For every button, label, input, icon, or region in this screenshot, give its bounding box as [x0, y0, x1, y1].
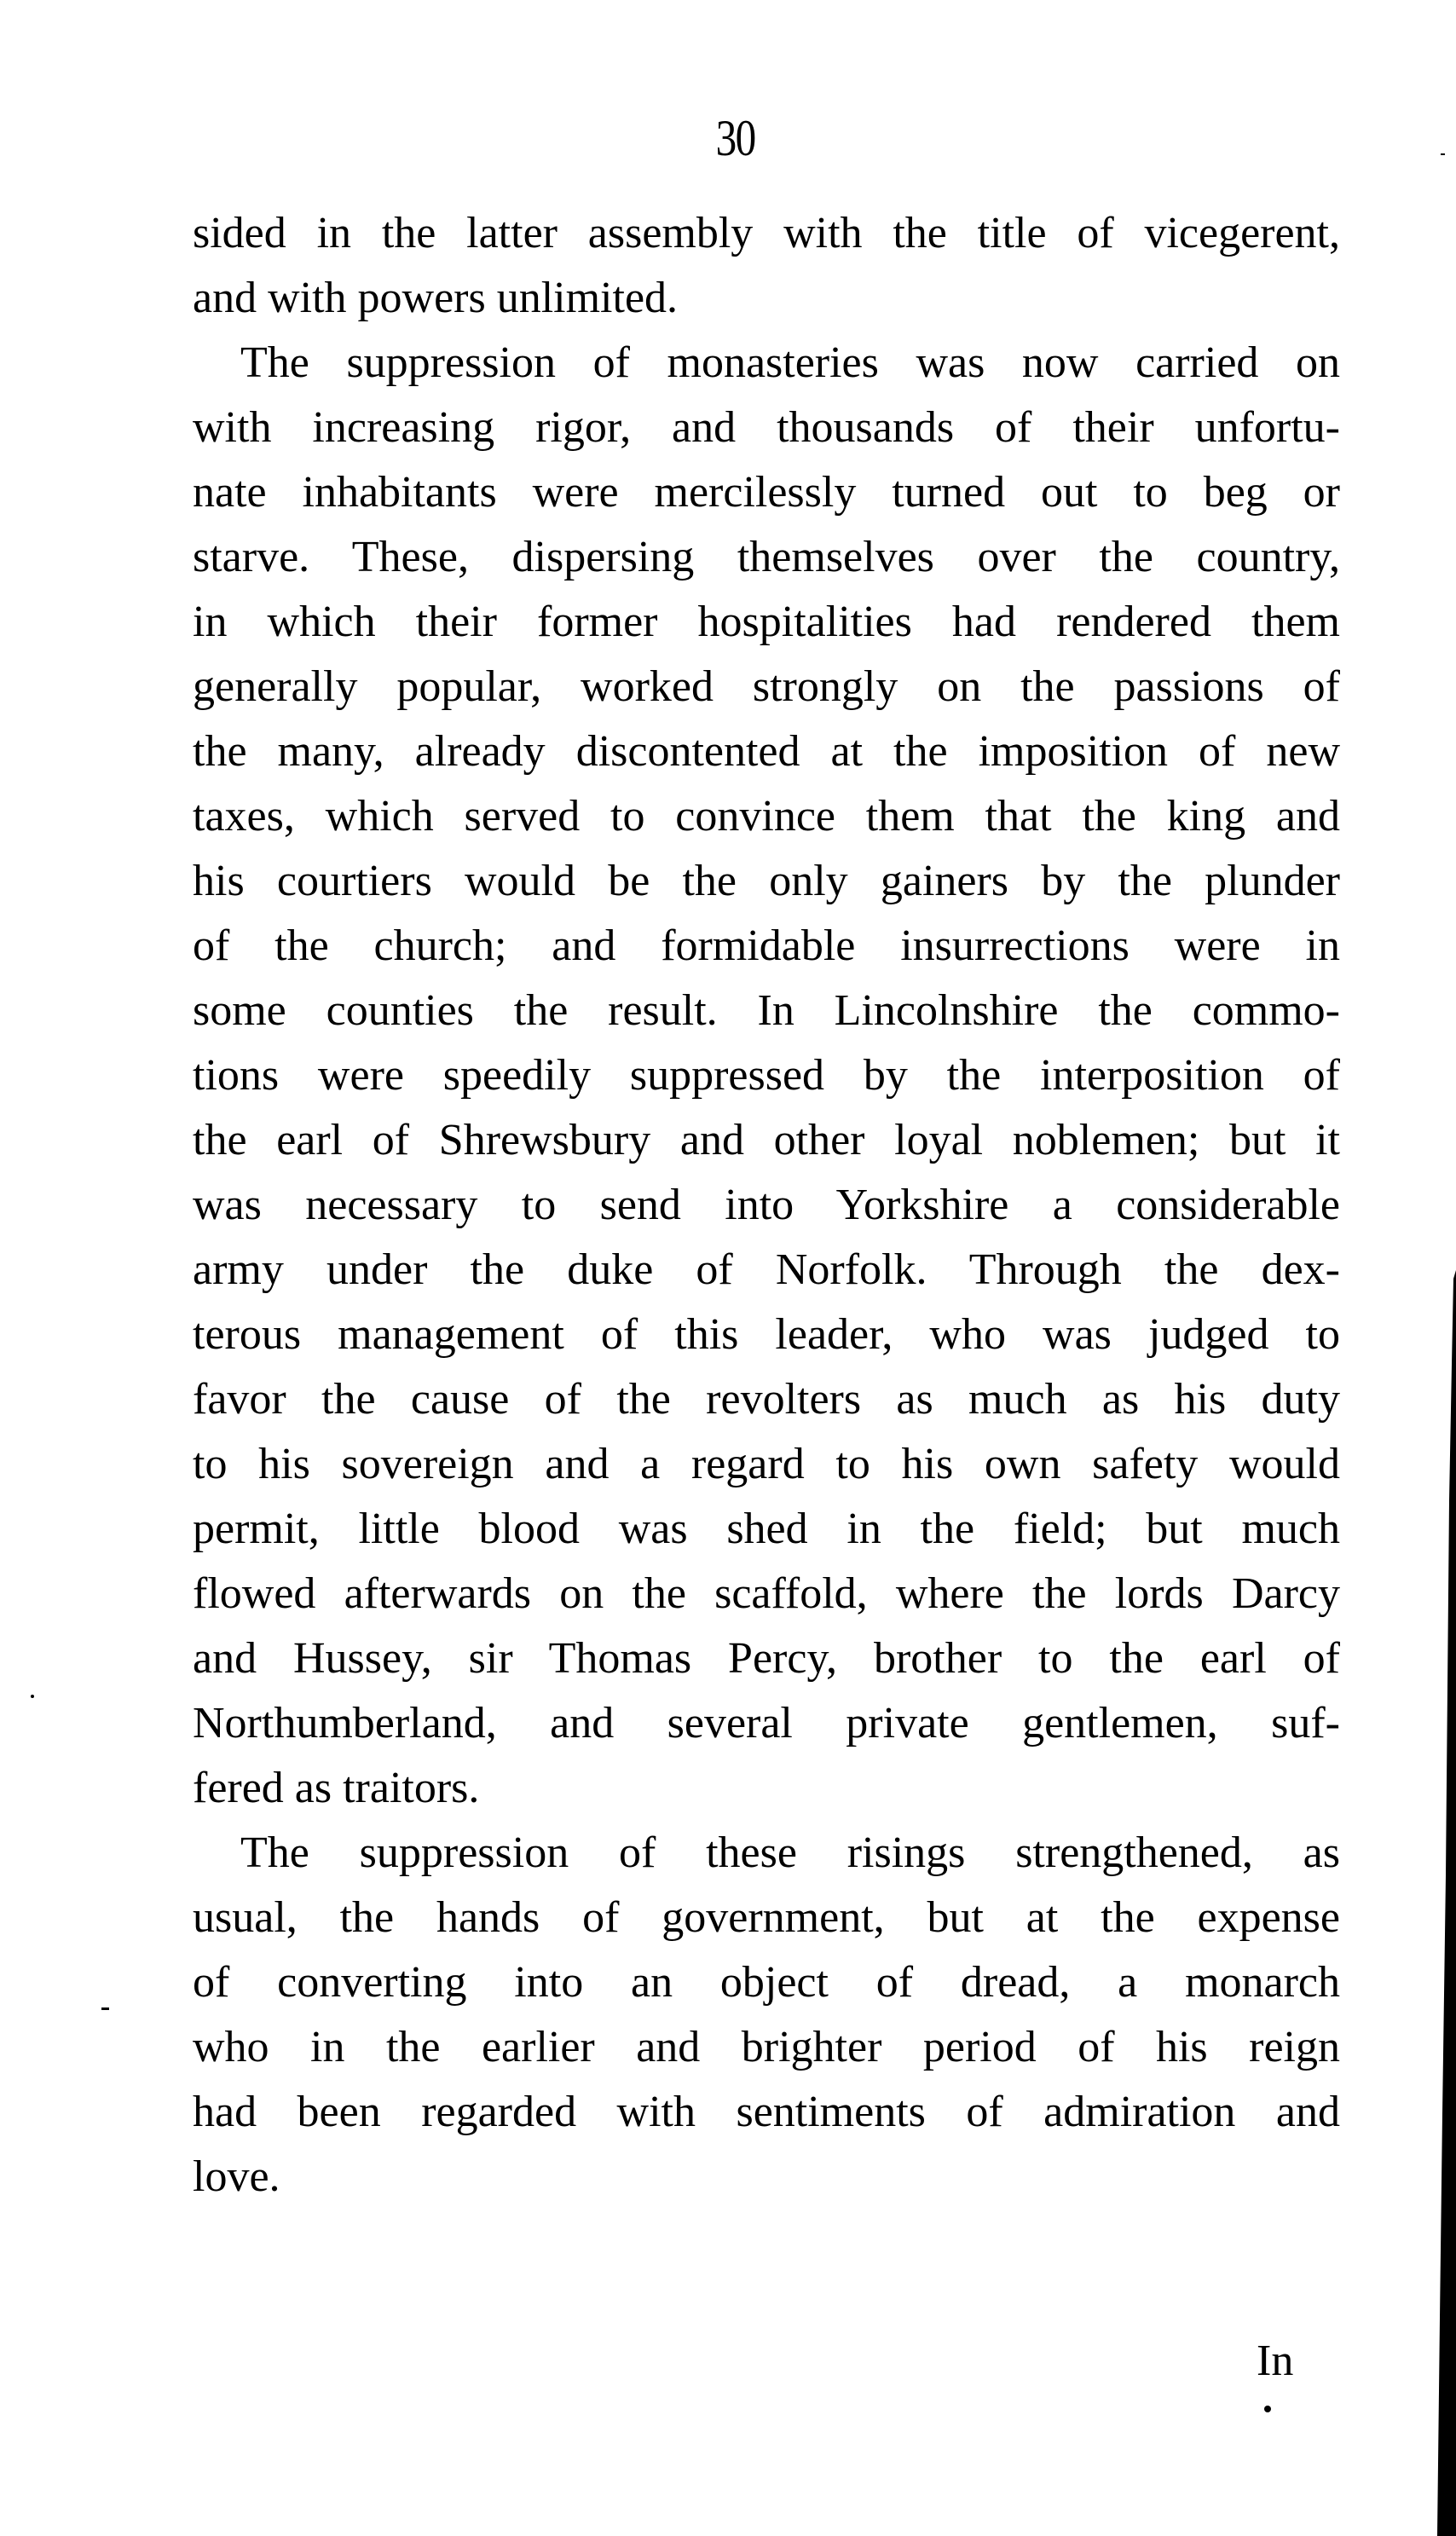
text-line: who in the earlier and brighter period of his reign: [193, 2023, 1340, 2071]
text-line: The suppression of monasteries was now carried on: [240, 338, 1340, 387]
paragraph: [193, 1821, 1340, 2210]
text-line: in which their former hospitalities had rendered them: [193, 598, 1340, 646]
text-line: flowed afterwards on the scaffold, where the lords Darcy: [193, 1569, 1340, 1618]
ink-speck: [1264, 2406, 1271, 2412]
text-line: the earl of Shrewsbury and other loyal noblemen; but it: [193, 1116, 1340, 1164]
text-line: of the church; and formidable insurrections were in: [193, 921, 1340, 970]
text-line: Northumberland, and several private gentlemen, suf-: [193, 1699, 1340, 1747]
text-line: and with powers unlimited.: [193, 274, 679, 322]
text-line: fered as traitors.: [193, 1764, 480, 1812]
text-line: had been regarded with sentiments of admiration and: [193, 2088, 1340, 2136]
text-line: favor the cause of the revolters as much as his duty: [193, 1375, 1340, 1424]
text-line: some counties the result. In Lincolnshire the commo-: [193, 986, 1340, 1035]
text-line: sided in the latter assembly with the title of vicegerent,: [193, 209, 1340, 257]
text-line: starve. These, dispersing themselves over the country,: [193, 533, 1340, 581]
paragraph: [193, 331, 1340, 1821]
text-line: his courtiers would be the only gainers by the plunder: [193, 857, 1340, 905]
text-line: with increasing rigor, and thousands of their unfortu-: [193, 403, 1340, 452]
text-line: and Hussey, sir Thomas Percy, brother to the earl of: [193, 1634, 1340, 1683]
page-number: 30: [715, 110, 755, 166]
text-line: nate inhabitants were mercilessly turned out to beg or: [193, 468, 1340, 517]
body-text: [193, 201, 1340, 2210]
text-line: army under the duke of Norfolk. Through the dex-: [193, 1245, 1340, 1294]
text-line: usual, the hands of government, but at the expense: [193, 1893, 1340, 1942]
text-line: the many, already discontented at the imposition of new: [193, 727, 1340, 776]
page-edge-shadow: [1422, 0, 1456, 2536]
paragraph: [193, 201, 1340, 331]
text-line: love.: [193, 2152, 280, 2201]
catchword: In: [1257, 2337, 1294, 2385]
text-line: tions were speedily suppressed by the interposition of: [193, 1051, 1340, 1100]
text-line: to his sovereign and a regard to his own safety would: [193, 1440, 1340, 1488]
text-line: The suppression of these risings strengthened, as: [240, 1828, 1340, 1877]
text-line: was necessary to send into Yorkshire a considerable: [193, 1181, 1340, 1229]
text-line: taxes, which served to convince them that the king and: [193, 792, 1340, 841]
text-line: permit, little blood was shed in the field; but much: [193, 1505, 1340, 1553]
text-line: of converting into an object of dread, a monarch: [193, 1958, 1340, 2007]
margin-ink-dot: [31, 1695, 34, 1698]
margin-ink-dash: [101, 2007, 109, 2010]
text-line: generally popular, worked strongly on the passions of: [193, 662, 1340, 711]
text-line: terous management of this leader, who was judged to: [193, 1310, 1340, 1359]
